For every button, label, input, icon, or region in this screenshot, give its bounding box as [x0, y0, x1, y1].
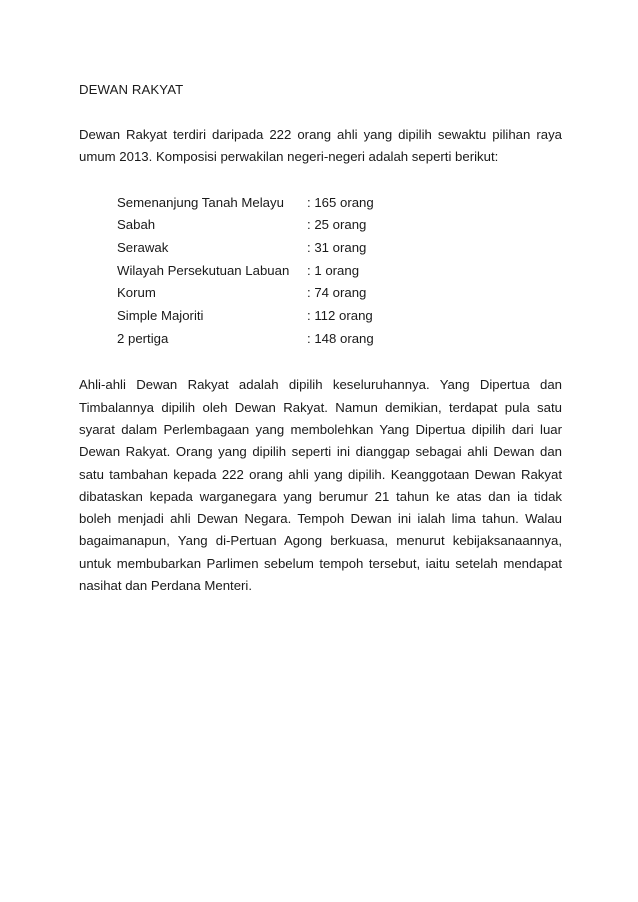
composition-value: : 165 orang [307, 194, 374, 210]
composition-row [117, 192, 374, 215]
composition-label: 2 pertiga [117, 330, 169, 346]
composition-value: : 112 orang [307, 308, 373, 324]
composition-label: Simple Majoriti [117, 308, 204, 324]
composition-row [117, 282, 374, 305]
closing-paragraph: Ahli-ahli Dewan Rakyat adalah dipilih keseluruhannya. Yang Dipertua dan Timbalannya dipilih oleh Dewan Rakyat. Namun demikian, terdapat pula satu syarat dalam Perlembagaan yang membolehkan Yang Dipertua dipilih dari luar Dewan Rakyat. Orang yang dipilih seperti ini dianggap sebagai ahli Dewan dan satu tambahan kepada 222 orang ahli yang dipilih. Keanggotaan Dewan Rakyat dibataskan kepada warganegara yang berumur 21 tahun ke atas dan ia tidak boleh menjadi ahli Dewan Negara. Tempoh Dewan ini ialah lima tahun. Walau bagaimanapun, Yang di-Pertuan Agong berkuasa, menurut kebijaksanaannya, untuk membubarkan Parlimen sebelum tempoh tersebut, iaitu setelah mendapat nasihat dan Perdana Menteri. [79, 377, 562, 594]
composition-value: : 1 orang [307, 262, 360, 278]
composition-row [117, 328, 374, 351]
document-page [79, 79, 562, 597]
composition-label: Serawak [117, 239, 169, 255]
composition-row [117, 260, 374, 283]
composition-value: : 31 orang [307, 239, 367, 255]
composition-row [117, 237, 374, 260]
composition-label: Korum [117, 285, 156, 301]
composition-row [117, 305, 374, 328]
composition-label: Semenanjung Tanah Melayu [117, 194, 284, 210]
intro-paragraph: Dewan Rakyat terdiri daripada 222 orang ahli yang dipilih sewaktu pilihan raya umum 2013. Komposisi perwakilan negeri-negeri adalah seperti berikut: [79, 127, 562, 165]
document-title: DEWAN RAKYAT [79, 82, 184, 97]
composition-label: Sabah [117, 217, 156, 233]
composition-label: Wilayah Persekutuan Labuan [117, 262, 290, 278]
composition-row [117, 214, 374, 237]
composition-value: : 25 orang [307, 217, 367, 233]
composition-table [117, 192, 374, 351]
composition-value: : 74 orang [307, 285, 367, 301]
composition-value: : 148 orang [307, 330, 374, 346]
